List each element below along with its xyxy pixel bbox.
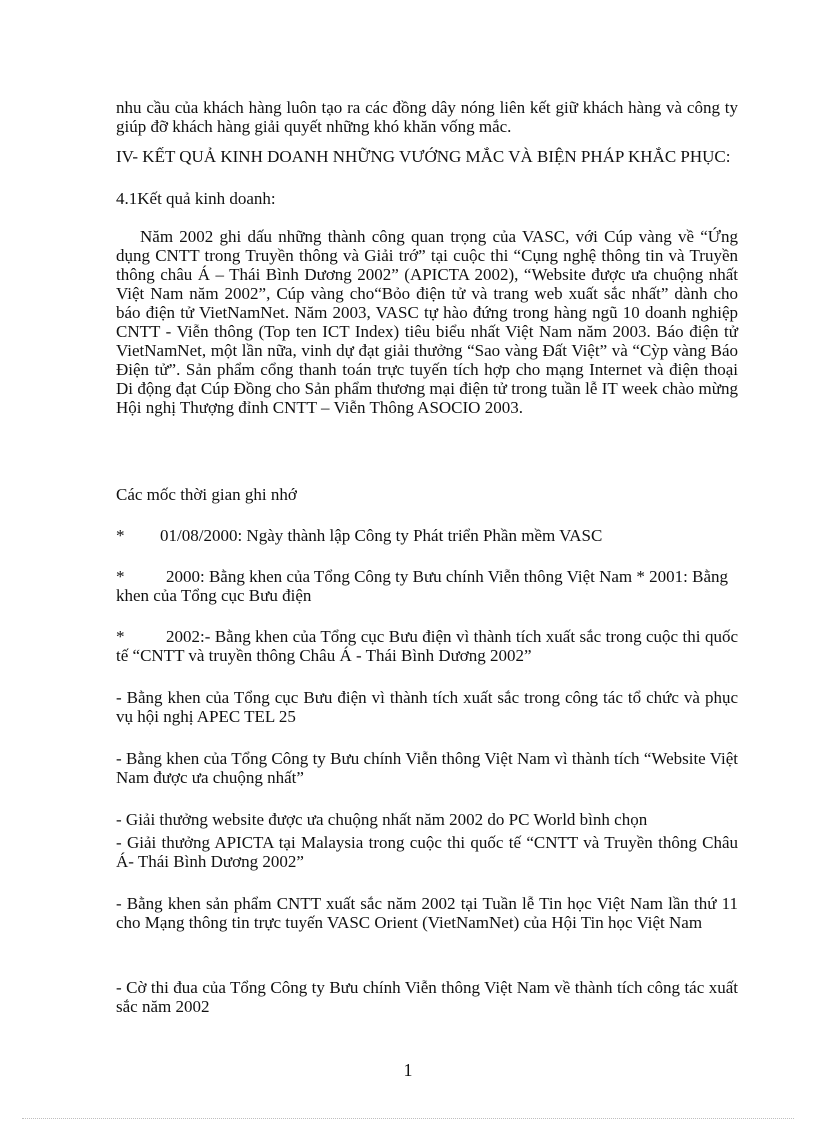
- page-number: 1: [403, 1060, 413, 1080]
- section-heading: IV- KẾT QUẢ KINH DOANH NHỮNG VƯỚNG MẮC VÀ BIỆN PHÁP KHẮC PHỤC:: [116, 147, 731, 166]
- milestone-item: [116, 627, 738, 665]
- page-bottom-rule: [22, 1118, 794, 1119]
- milestone-item: [116, 567, 738, 605]
- milestones-label: Các mốc thời gian ghi nhớ: [116, 485, 297, 504]
- milestone-item: - Cờ thi đua của Tổng Công ty Bưu chính Viễn thông Việt Nam về thành tích công tác xuất sắc năm 2002: [116, 978, 738, 1016]
- milestone-item: [116, 526, 738, 545]
- bullet: *: [116, 567, 125, 586]
- bullet: *: [116, 627, 125, 646]
- milestone-item: - Giải thưởng website được ưa chuộng nhất năm 2002 do PC World bình chọn: [116, 810, 648, 829]
- milestone-text: 2002:- Bằng khen của Tổng cục Bưu điện vì thành tích xuất sắc trong cuộc thi quốc tế “CNTT và truyền thông Châu Á - Thái Bình Dương 2002”: [116, 627, 738, 665]
- milestone-item: - Giải thưởng APICTA tại Malaysia trong cuộc thi quốc tế “CNTT và Truyền thông Châu Á- Thái Bình Dương 2002”: [116, 833, 738, 871]
- milestone-item: - Bằng khen của Tổng Công ty Bưu chính Viễn thông Việt Nam vì thành tích “Website Việt Nam được ưa chuộng nhất”: [116, 749, 738, 787]
- milestone-item: - Bằng khen sản phẩm CNTT xuất sắc năm 2002 tại Tuần lễ Tin học Việt Nam lần thứ 11 cho Mạng thông tin trực tuyến VASC Orient (VietNamNet) của Hội Tin học Việt Nam: [116, 894, 738, 932]
- subsection-heading: 4.1Kết quả kinh doanh:: [116, 189, 276, 208]
- milestone-item: - Bằng khen của Tổng cục Bưu điện vì thành tích xuất sắc trong công tác tổ chức và phục vụ hội nghị APEC TEL 25: [116, 688, 738, 726]
- bullet: *: [116, 526, 125, 545]
- milestone-text: 2000: Bằng khen của Tổng Công ty Bưu chính Viễn thông Việt Nam * 2001: Bằng khen của Tổng cục Bưu điện: [116, 567, 728, 605]
- main-paragraph: Năm 2002 ghi dấu những thành công quan trọng của VASC, với Cúp vàng về “Ứng dụng CNTT trong Truyền thông và Giải trớ” tại cuộc thi “Cụng nghệ thông tin và Truyền thông châu Á – Thái Bình Dương 2002” (APICTA 2002), “Website được ưa chuộng nhất Việt Nam năm 2002”, Cúp vàng cho“Bỏo điện tử và trang web xuất sắc nhất” dành cho báo điện tử VietNamNet. Năm 2003, VASC tự hào đứng trong hàng ngũ 10 doanh nghiệp CNTT - Viễn thông (Top ten ICT Index) tiêu biểu nhất Việt Nam năm 2003. Báo điện tử VietNamNet, một lần nữa, vinh dự đạt giải thưởng “Sao vàng Đất Việt” và “Cỳp vàng Báo Điện tử”. Sản phẩm cổng thanh toán trực tuyến tích hợp cho mạng Internet và điện thoại Di động đạt Cúp Đồng cho Sản phẩm thương mại điện tử trong tuần lễ IT week chào mừng Hội nghị Thượng đỉnh CNTT – Viễn Thông ASOCIO 2003.: [116, 227, 738, 417]
- intro-paragraph: nhu cầu của khách hàng luôn tạo ra các đồng dây nóng liên kết giữ khách hàng và công ty giúp đỡ khách hàng giải quyết những khó khăn vống mắc.: [116, 98, 738, 136]
- milestone-text: 01/08/2000: Ngày thành lập Công ty Phát triển Phần mềm VASC: [160, 526, 603, 545]
